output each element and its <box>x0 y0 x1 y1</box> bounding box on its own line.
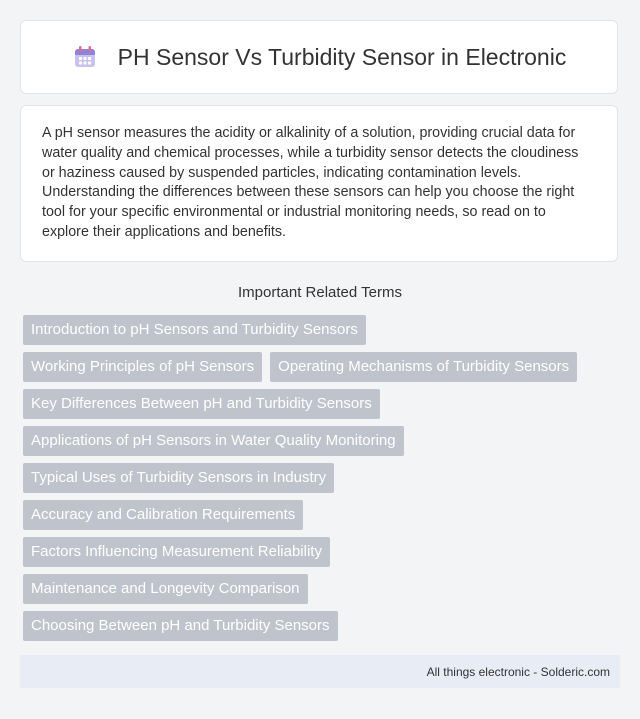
term-tag[interactable]: Operating Mechanisms of Turbidity Sensors <box>270 352 577 382</box>
term-row <box>23 352 623 382</box>
term-tag[interactable]: Introduction to pH Sensors and Turbidity Sensors <box>23 315 366 345</box>
intro-card <box>20 105 618 262</box>
term-row <box>23 315 623 345</box>
footer-text: All things electronic - Solderic.com <box>426 664 610 679</box>
term-tag[interactable]: Working Principles of pH Sensors <box>23 352 262 382</box>
header-inner <box>72 44 567 71</box>
term-row <box>23 426 623 456</box>
term-row <box>23 574 623 604</box>
term-tag[interactable]: Factors Influencing Measurement Reliability <box>23 537 330 567</box>
calendar-icon <box>72 44 98 70</box>
term-tag[interactable]: Maintenance and Longevity Comparison <box>23 574 308 604</box>
related-terms-heading: Important Related Terms <box>238 284 402 301</box>
term-row <box>23 389 623 419</box>
term-tag[interactable]: Applications of pH Sensors in Water Quality Monitoring <box>23 426 404 456</box>
header-card <box>20 20 618 94</box>
page-title: PH Sensor Vs Turbidity Sensor in Electronic <box>117 43 567 70</box>
term-tag[interactable]: Typical Uses of Turbidity Sensors in Industry <box>23 463 334 493</box>
term-tag[interactable]: Key Differences Between pH and Turbidity Sensors <box>23 389 380 419</box>
footer-bar <box>20 655 620 688</box>
term-row <box>23 611 623 641</box>
term-tag[interactable]: Choosing Between pH and Turbidity Sensors <box>23 611 338 641</box>
term-row <box>23 537 623 567</box>
related-terms-list <box>23 315 623 648</box>
term-row <box>23 463 623 493</box>
intro-paragraph: A pH sensor measures the acidity or alkalinity of a solution, providing crucial data for water quality and chemical processes, while a turbidity sensor detects the cloudiness or haziness caused by suspended particles, indicating contamination levels. Understanding the differences between these sensors can help you choose the right tool for your specific environmental or industrial monitoring needs, so read on to explore their applications and benefits. <box>42 125 579 240</box>
term-tag[interactable]: Accuracy and Calibration Requirements <box>23 500 303 530</box>
term-row <box>23 500 623 530</box>
